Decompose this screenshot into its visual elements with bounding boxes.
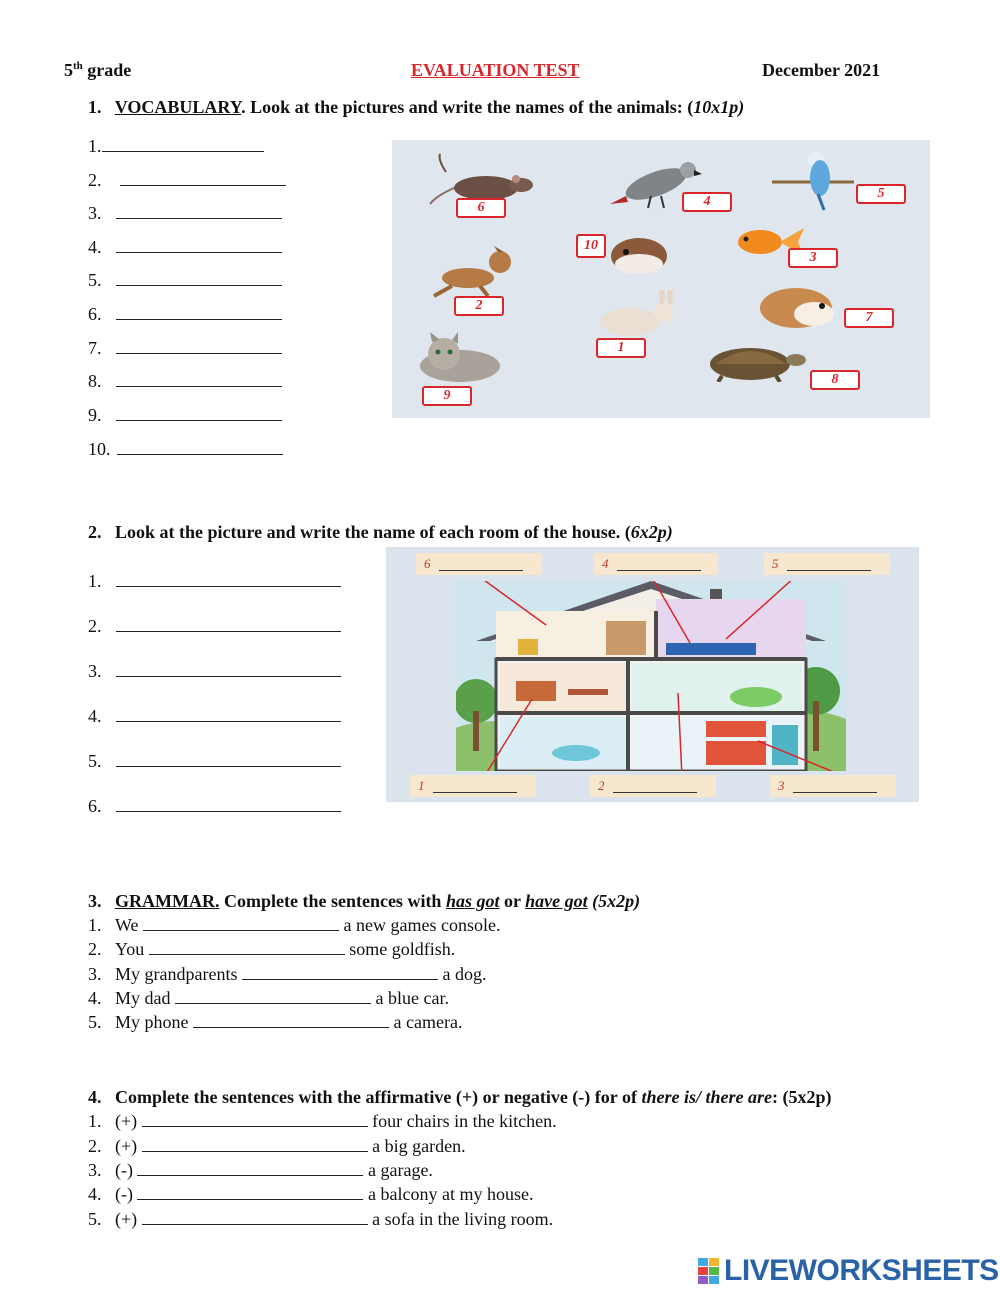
sentence-row: 4. My dad a blue car. <box>88 988 449 1008</box>
answer-row: 5. <box>88 270 282 291</box>
tortoise-icon <box>696 338 808 382</box>
house-picture <box>386 547 919 802</box>
answer-blank[interactable] <box>116 271 282 286</box>
answer-row: 3. <box>88 203 282 224</box>
room-label-2: 2 <box>590 775 716 797</box>
animal-tag-4: 4 <box>682 192 732 212</box>
answer-blank[interactable] <box>116 372 282 387</box>
room-label-4: 4 <box>594 553 718 575</box>
animal-tag-10: 10 <box>576 234 606 258</box>
answer-row: 10. <box>88 439 283 460</box>
section1-heading: 1. VOCABULARY. Look at the pictures and write the names of the animals: (10x1p) <box>88 97 745 117</box>
grade-label: 5th grade <box>64 60 132 80</box>
hamster-icon <box>608 232 670 276</box>
cat-icon <box>408 332 508 384</box>
answer-blank[interactable] <box>116 797 341 812</box>
answer-blank[interactable] <box>137 1161 363 1176</box>
answer-blank[interactable] <box>120 171 286 186</box>
animal-tag-6: 6 <box>456 198 506 218</box>
sentence-row: 3. My grandparents a dog. <box>88 964 487 984</box>
liveworksheets-logo-icon <box>698 1258 720 1284</box>
rabbit-icon <box>594 290 680 340</box>
page-title: EVALUATION TEST <box>411 60 580 80</box>
answer-blank[interactable] <box>116 572 341 587</box>
liveworksheets-logo: LIVEWORKSHEETS <box>724 1254 999 1287</box>
animals-picture <box>392 140 930 418</box>
answer-row: 3. <box>88 661 341 682</box>
dog-icon <box>428 246 518 298</box>
answer-blank[interactable] <box>193 1013 389 1028</box>
answer-blank[interactable] <box>116 204 282 219</box>
animal-tag-7: 7 <box>844 308 894 328</box>
guinea-pig-icon <box>756 282 840 330</box>
answer-blank[interactable] <box>143 916 339 931</box>
answer-row: 7. <box>88 338 282 359</box>
animal-tag-5: 5 <box>856 184 906 204</box>
room-label-5: 5 <box>764 553 890 575</box>
date-label: December 2021 <box>762 60 881 80</box>
answer-row: 6. <box>88 304 282 325</box>
answer-blank[interactable] <box>149 940 345 955</box>
animal-tag-8: 8 <box>810 370 860 390</box>
answer-row: 6. <box>88 796 341 817</box>
section2-heading: 2. Look at the picture and write the name of each room of the house. (6x2p) <box>88 522 673 542</box>
answer-blank[interactable] <box>116 752 341 767</box>
budgie-icon <box>772 146 862 211</box>
answer-blank[interactable] <box>117 440 283 455</box>
sentence-row: 5. My phone a camera. <box>88 1012 463 1032</box>
sentence-row: 1. (+) four chairs in the kitchen. <box>88 1111 557 1131</box>
answer-blank[interactable] <box>142 1137 368 1152</box>
animal-tag-1: 1 <box>596 338 646 358</box>
answer-row: 4. <box>88 237 282 258</box>
answer-row: 9. <box>88 405 282 426</box>
answer-blank[interactable] <box>175 989 371 1004</box>
house-illustration <box>456 581 846 771</box>
answer-row: 1. <box>88 136 264 157</box>
answer-row: 2. <box>88 616 341 637</box>
answer-blank[interactable] <box>137 1185 363 1200</box>
section3-heading: 3. GRAMMAR. Complete the sentences with has got or have got (5x2p) <box>88 891 641 911</box>
answer-blank[interactable] <box>142 1112 368 1127</box>
sentence-row: 2. You some goldfish. <box>88 939 456 959</box>
answer-blank[interactable] <box>116 339 282 354</box>
sentence-row: 2. (+) a big garden. <box>88 1136 466 1156</box>
sentence-row: 1. We a new games console. <box>88 915 501 935</box>
room-label-3: 3 <box>770 775 896 797</box>
animal-tag-3: 3 <box>788 248 838 268</box>
answer-blank[interactable] <box>242 965 438 980</box>
animal-tag-9: 9 <box>422 386 472 406</box>
answer-blank[interactable] <box>116 305 282 320</box>
answer-row: 8. <box>88 371 282 392</box>
answer-blank[interactable] <box>102 137 264 152</box>
answer-blank[interactable] <box>116 707 341 722</box>
answer-blank[interactable] <box>116 662 341 677</box>
room-label-6: 6 <box>416 553 542 575</box>
sentence-row: 5. (+) a sofa in the living room. <box>88 1209 554 1229</box>
sentence-row: 3. (-) a garage. <box>88 1160 433 1180</box>
answer-row: 4. <box>88 706 341 727</box>
answer-row: 2. <box>88 170 286 191</box>
answer-blank[interactable] <box>116 617 341 632</box>
answer-blank[interactable] <box>116 406 282 421</box>
answer-blank[interactable] <box>116 238 282 253</box>
answer-row: 1. <box>88 571 341 592</box>
answer-blank[interactable] <box>142 1210 368 1225</box>
section4-heading: 4. Complete the sentences with the affirmative (+) or negative (-) for of there is/ there are: (5x2p) <box>88 1087 832 1107</box>
answer-row: 5. <box>88 751 341 772</box>
sentence-row: 4. (-) a balcony at my house. <box>88 1184 534 1204</box>
room-label-1: 1 <box>410 775 536 797</box>
animal-tag-2: 2 <box>454 296 504 316</box>
